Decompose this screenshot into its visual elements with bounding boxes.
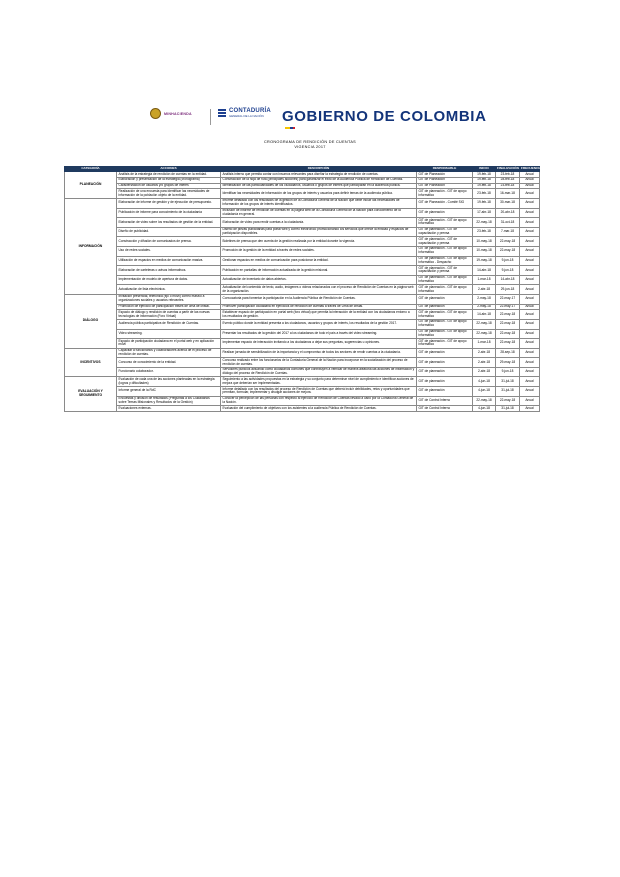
end-date-cell: 22-may-18 [496, 310, 520, 320]
table-row [65, 377, 540, 387]
start-date-cell: 19-feb-18 [473, 177, 496, 183]
frequency-cell: Anual [520, 266, 540, 276]
end-date-cell: 22-may-18 [496, 339, 520, 349]
contaduria-logo-text: CONTADURÍA [229, 108, 271, 114]
start-date-cell: 2-abr-18 [473, 348, 496, 358]
frequency-cell: Anual [520, 189, 540, 199]
description-cell: Análisis interno que permita contar con insumos relevantes para diseñar la estrategia de rendición de cuentas. [221, 172, 417, 178]
start-date-cell: 2-may-18 [473, 294, 496, 304]
column-header: INICIO [473, 167, 496, 172]
responsible-cell: GIT de planeación [417, 367, 473, 377]
start-date-cell: 4-jun-18 [473, 387, 496, 397]
description-cell: Conocer la percepción de las personas con respecto al ejercicio de Rendición de Cuentas llevado a cabo por la Contaduría General de la Nación. [221, 396, 417, 406]
description-cell: Promover participación ciudadana en ejercicios de rendición de cuentas a través de Urna de cristal. [221, 304, 417, 310]
responsible-cell: GIT de planeación - GIT de apoyo informático [417, 275, 473, 285]
table-row [65, 294, 540, 304]
responsible-cell: GIT de planeación - GIT de capacitación y prensa [417, 237, 473, 247]
table-row [65, 227, 540, 237]
end-date-cell: 31-jul-18 [496, 387, 520, 397]
frequency-cell: Anual [520, 329, 540, 339]
end-date-cell: 22-may-17 [496, 304, 520, 310]
action-cell: Evaluaciones externas. [117, 406, 221, 412]
description-cell: Diseño de piezas publicitarias para portal web y correo electrónico promocionando los servicios que ofrece la entidad y espacios de participación disponibles. [221, 227, 417, 237]
title-line-2: VIGENCIA 2017 [294, 145, 326, 149]
responsible-cell: GIT de planeación - GIT de apoyo informático [417, 319, 473, 329]
action-cell: Video streaming. [117, 329, 221, 339]
end-date-cell: 20-abr-18 [496, 208, 520, 218]
table-row [65, 367, 540, 377]
end-date-cell: 14-abr-18 [496, 275, 520, 285]
table-row [65, 198, 540, 208]
action-cell: Encuestas y difusión de resultados (Preguntas a los Ciudadanos sobre Temas Misionales y Resultados de la Gestión) [117, 396, 221, 406]
logo-header [150, 108, 487, 136]
description-cell: Evaluación del cumplimiento de objetivos con los asistentes a la audiencia Pública de Rendición de Cuentas. [221, 406, 417, 412]
description-cell: Publicación en pantallas de información actualizada de la gestión misional. [221, 266, 417, 276]
action-cell: Actualización de lista electrónica. [117, 285, 221, 295]
end-date-cell: 22-may-17 [496, 294, 520, 304]
frequency-cell: Anual [520, 294, 540, 304]
action-cell: Promoción de ejercicio de participación través de urna de cristal. [117, 304, 221, 310]
end-date-cell: 9-jun-18 [496, 367, 520, 377]
frequency-cell: Anual [520, 377, 540, 387]
responsible-cell: GIT de planeación - GIT de apoyo informático [417, 329, 473, 339]
category-cell: INCENTIVOS [65, 348, 117, 377]
action-cell: Elaboración de carteleras o avisos informativos. [117, 266, 221, 276]
minhacienda-logo-text: MINHACIENDA [164, 111, 192, 116]
action-cell: Elaboración de informe de gestión y de ejecución de presupuesto. [117, 198, 221, 208]
responsible-cell: GIT de planeación - GIT de apoyo informático [417, 189, 473, 199]
frequency-cell: Anual [520, 358, 540, 368]
table-row [65, 339, 540, 349]
start-date-cell: 19-feb-18 [473, 183, 496, 189]
frequency-cell: Anual [520, 172, 540, 178]
action-cell: Implementación de modelo de apertura de datos. [117, 275, 221, 285]
responsible-cell: GIT de planeación [417, 377, 473, 387]
action-cell: Construcción y difusión de comunicados de prensa. [117, 237, 221, 247]
table-row [65, 406, 540, 412]
responsible-cell: GIT de Planeación - Comité SIG [417, 198, 473, 208]
frequency-cell: Anual [520, 218, 540, 228]
contaduria-mark-icon [218, 108, 227, 118]
frequency-cell: Anual [520, 237, 540, 247]
table-row [65, 218, 540, 228]
frequency-cell: Anual [520, 367, 540, 377]
frequency-cell: Anual [520, 256, 540, 266]
action-cell: Diseño de publicidad. [117, 227, 221, 237]
frequency-cell: Anual [520, 227, 540, 237]
action-cell: Informe general de la RdC [117, 387, 221, 397]
gobierno-logo-text: GOBIERNO DE COLOMBIA [282, 108, 487, 125]
frequency-cell: Anual [520, 406, 540, 412]
action-cell: Elaboración de video sobre los resultados de gestión de la entidad. [117, 218, 221, 228]
action-cell: Uso de redes sociales. [117, 246, 221, 256]
end-date-cell: 23-feb-18 [496, 172, 520, 178]
start-date-cell: 1-mar-18 [473, 275, 496, 285]
start-date-cell: 22-may-18 [473, 218, 496, 228]
start-date-cell: 14-abr-18 [473, 266, 496, 276]
document-title [0, 140, 620, 150]
description-cell: Implementar espacio de interacción invitando a los ciudadanos a dejar sus preguntas, sugerencias u opiniones. [221, 339, 417, 349]
table-row [65, 348, 540, 358]
end-date-cell: 31-jul-18 [496, 406, 520, 412]
column-header: CATEGORÍA [65, 167, 117, 172]
table-row [65, 246, 540, 256]
minhacienda-logo [150, 108, 202, 119]
responsible-cell: GIT de planeación [417, 348, 473, 358]
category-cell: EVALUACIÓN Y SEGUIMIENTO [65, 377, 117, 412]
table-row [65, 189, 540, 199]
action-cell: Caracterización de usuarios y/o grupos de interés [117, 183, 221, 189]
table-row [65, 329, 540, 339]
table-row [65, 319, 540, 329]
responsible-cell: GIT de Planeación [417, 177, 473, 183]
description-cell: Convocatoria para fomentar la participación en la Audiencia Pública de Rendición de Cuentas. [221, 294, 417, 304]
description-cell: Promoción de la gestión de la entidad a través de redes sociales. [221, 246, 417, 256]
start-date-cell: 2-abr-18 [473, 367, 496, 377]
end-date-cell: 23-feb-18 [496, 183, 520, 189]
action-cell: Elaboración y presentación de la estrategia (cronograma) [117, 177, 221, 183]
description-cell: Identificar las necesidades de información de los grupos de interés y usuarios para definir temas de la audiencia pública. [221, 189, 417, 199]
logo-divider [210, 109, 211, 125]
action-cell: Capacitar a funcionarios y colaboradores acerca de el proceso de rendición de cuentas. [117, 348, 221, 358]
responsible-cell: GIT de Control Interno [417, 406, 473, 412]
end-date-cell: 28-sep-18 [496, 348, 520, 358]
end-date-cell: 22-may-18 [496, 319, 520, 329]
frequency-cell: Anual [520, 198, 540, 208]
category-cell: DIÁLOGO [65, 294, 117, 348]
description-cell: Elaboración de video para rendir cuentas a la ciudadanía. [221, 218, 417, 228]
description-cell: Boletines de prensa que den cuenta de la gestión realizada por la entidad durante la vigencia. [221, 237, 417, 247]
end-date-cell: 9-jun-18 [496, 266, 520, 276]
responsible-cell: GIT de Planeación [417, 172, 473, 178]
start-date-cell: 22-may-18 [473, 329, 496, 339]
table-row [65, 275, 540, 285]
description-cell: Servidores públicos actuando como ciudadanos comunes que contribuyen a verificar de manera aleatoria las acciones de información y diálogo del proceso de Rendición de Cuentas. [221, 367, 417, 377]
description-cell: Informe detallado con los resultados de la gestión de la Contaduría General de la Nación que debe incluir las necesidades de información de los grupos de interés identificados. [221, 198, 417, 208]
frequency-cell: Anual [520, 396, 540, 406]
end-date-cell: 30-mar-18 [496, 198, 520, 208]
column-header: ACCIONES [117, 167, 221, 172]
table-row [65, 396, 540, 406]
frequency-cell: Anual [520, 387, 540, 397]
start-date-cell: 23-feb-18 [473, 227, 496, 237]
description-cell: Construcción de la hoja de ruta (principales acciones) para garantizar el éxito de la Audiencia Pública de Rendición de Cuentas. [221, 177, 417, 183]
start-date-cell: 17-abr-18 [473, 208, 496, 218]
end-date-cell: 22-may-18 [496, 396, 520, 406]
end-date-cell: 22-may-18 [496, 329, 520, 339]
start-date-cell: 10-may-18 [473, 246, 496, 256]
start-date-cell: 4-jun-18 [473, 406, 496, 412]
end-date-cell: 31-jul-18 [496, 377, 520, 387]
frequency-cell: Anual [520, 246, 540, 256]
responsible-cell: GIT de Planeación [417, 183, 473, 189]
description-cell: Actualización de inventario de datos abiertos. [221, 275, 417, 285]
table-row [65, 208, 540, 218]
responsible-cell: GIT de planeación [417, 294, 473, 304]
column-header: FRECUENCIA [521, 166, 542, 171]
end-date-cell: 31-oct-18 [496, 218, 520, 228]
coat-of-arms-icon [150, 108, 161, 119]
description-cell: Identificación de las particularidades de los ciudadanos, usuarios o grupos de interés que participarán en la audiencia pública. [221, 183, 417, 189]
frequency-cell: Anual [520, 348, 540, 358]
action-cell: Utilización de espacios en medios de comunicación masiva. [117, 256, 221, 266]
frequency-cell: Anual [520, 275, 540, 285]
description-cell: Presentar los resultados de la gestión del 2017 a los ciudadanos de todo el país a través del video streaming. [221, 329, 417, 339]
responsible-cell: GIT de planeación [417, 387, 473, 397]
action-cell: Espacio de participación ciudadana en el portal web y en aplicación móvil [117, 339, 221, 349]
responsible-cell: GIT de planeación [417, 208, 473, 218]
description-cell: Evento público donde la entidad presenta a los ciudadanos, usuarios y grupos de interés, los resultados de la gestión 2017. [221, 319, 417, 329]
description-cell: Inclusión de informe de rendición de cuentas en la página web de la Contaduría General de la Nación para conocimiento de la ciudadanía en general. [221, 208, 417, 218]
action-cell: Invitación presencial, telefónica (fijo o móvil) correo masivo a organizaciones sociales y usuarios relevantes. [117, 294, 221, 304]
description-cell: Seguimiento a las actividades propuestas en la estrategia y su conjunto para determinar nivel de cumplimiento e identificar acciones de mejora que deberían ser implementadas. [221, 377, 417, 387]
description-cell: Actualización del contenido de texto, audio, imágenes o videos relacionados con el proceso de Rendición de Cuentas en la página web de la organización. [221, 285, 417, 295]
end-date-cell: 7-mar-18 [496, 227, 520, 237]
responsible-cell: GIT de planeación - GIT de capacitación y prensa [417, 266, 473, 276]
end-date-cell: 29-jun-18 [496, 285, 520, 295]
description-cell: Establecer espacio de participación en portal web (foro virtual) que permita la interacción de la entidad con los ciudadanos entorno a los resultados de gestión. [221, 310, 417, 320]
contaduria-logo [218, 108, 278, 118]
start-date-cell: 2-abr-18 [473, 285, 496, 295]
schedule-table [64, 166, 540, 412]
start-date-cell: 4-jun-18 [473, 377, 496, 387]
responsible-cell: GIT de planeación - GIT de apoyo informático [417, 285, 473, 295]
responsible-cell: GIT de planeación - GIT de capacitación y prensa [417, 227, 473, 237]
start-date-cell: 2-may-18 [473, 304, 496, 310]
responsible-cell: GIT de planeación - GIT de apoyo informático [417, 218, 473, 228]
responsible-cell: GIT de planeación [417, 358, 473, 368]
responsible-cell: GIT de planeación [417, 304, 473, 310]
start-date-cell: 10-may-18 [473, 237, 496, 247]
frequency-cell: Anual [520, 183, 540, 189]
frequency-cell: Anual [520, 339, 540, 349]
frequency-cell: Anual [520, 177, 540, 183]
action-cell: Concurso de conocimiento de la entidad. [117, 358, 221, 368]
responsible-cell: GIT de planeación - GIT de apoyo informático [417, 339, 473, 349]
start-date-cell: 1-mar-18 [473, 339, 496, 349]
start-date-cell: 23-feb-18 [473, 189, 496, 199]
category-cell: PLANEACIÓN [65, 172, 117, 199]
start-date-cell: 14-abr-18 [473, 310, 496, 320]
start-date-cell: 22-may-18 [473, 396, 496, 406]
frequency-cell: Anual [520, 208, 540, 218]
action-cell: Espacio de diálogo y rendición de cuentas a partir de las nuevas tecnologías de información (Foro Virtual) [117, 310, 221, 320]
start-date-cell: 19-feb-18 [473, 172, 496, 178]
table-row [65, 358, 540, 368]
table-row [65, 266, 540, 276]
frequency-cell: Anual [520, 304, 540, 310]
contaduria-logo-subtext: GENERAL DE LA NACIÓN [229, 114, 264, 118]
frequency-cell: Anual [520, 319, 540, 329]
category-cell: INFORMACIÓN [65, 198, 117, 294]
responsible-cell: GIT de planeación - GIT de apoyo informático [417, 310, 473, 320]
action-cell: Análisis de la estrategia de rendición de cuentas en la entidad. [117, 172, 221, 178]
responsible-cell: GIT de planeación - GIT de apoyo informático [417, 246, 473, 256]
title-line-1: CRONOGRAMA DE RENDICIÓN DE CUENTAS [264, 140, 356, 144]
column-header: DESCRIPCIÓN [221, 167, 417, 172]
start-date-cell: 19-may-18 [473, 256, 496, 266]
frequency-cell: Anual [520, 285, 540, 295]
action-cell: Realización de una encuesta para identificar las necesidades de información de la población objeto de la entidad. [117, 189, 221, 199]
start-date-cell: 22-may-18 [473, 319, 496, 329]
description-cell: Informe detallado con los resultados del proceso de Rendición de Cuentas que deberá incluir debilidades, retos y oportunidades que permitan, formular, implementar y divulgar acciones de mejora. [221, 387, 417, 397]
flag-stripe [285, 127, 295, 129]
table-row [65, 387, 540, 397]
action-cell: Evaluación de cada una de las acciones planteadas en la estrategia (logros y dificultades) [117, 377, 221, 387]
table-body [65, 172, 540, 412]
description-cell: Concurso realizado entre los funcionarios de la Contaduría General de la Nación para incorporar en la socialización del proceso de rendición de cuentas. [221, 358, 417, 368]
description-cell: Realizar jornada de sensibilización de la importancia y el compromiso de todos los sectores de rendir cuentas a la ciudadanía. [221, 348, 417, 358]
responsible-cell: GIT de planeación - GIT de apoyo informático - Despacho [417, 256, 473, 266]
end-date-cell: 16-mar-18 [496, 189, 520, 199]
flag-color-band [293, 127, 296, 129]
end-date-cell: 9-jun-18 [496, 256, 520, 266]
end-date-cell: 28-feb-18 [496, 177, 520, 183]
column-header: FINALIZACIÓN [497, 166, 519, 171]
responsible-cell: GIT de Control Interno [417, 396, 473, 406]
end-date-cell: 22-may-18 [496, 246, 520, 256]
action-cell: Funcionario colaborador. [117, 367, 221, 377]
table-row [65, 256, 540, 266]
action-cell: Publicación de informe para conocimiento de la ciudadanía [117, 208, 221, 218]
action-cell: Audiencia pública participativa de Rendición de Cuentas. [117, 319, 221, 329]
table-row [65, 237, 540, 247]
end-date-cell: 29-may-18 [496, 358, 520, 368]
table-row [65, 285, 540, 295]
frequency-cell: Anual [520, 310, 540, 320]
start-date-cell: 2-abr-18 [473, 358, 496, 368]
description-cell: Gestionar espacios en medios de comunicación para posicionar la entidad. [221, 256, 417, 266]
table-row [65, 310, 540, 320]
end-date-cell: 22-may-18 [496, 237, 520, 247]
gobierno-de-colombia-logo [282, 108, 487, 125]
column-header: RESPONSABLE [417, 167, 473, 172]
start-date-cell: 19-feb-18 [473, 198, 496, 208]
